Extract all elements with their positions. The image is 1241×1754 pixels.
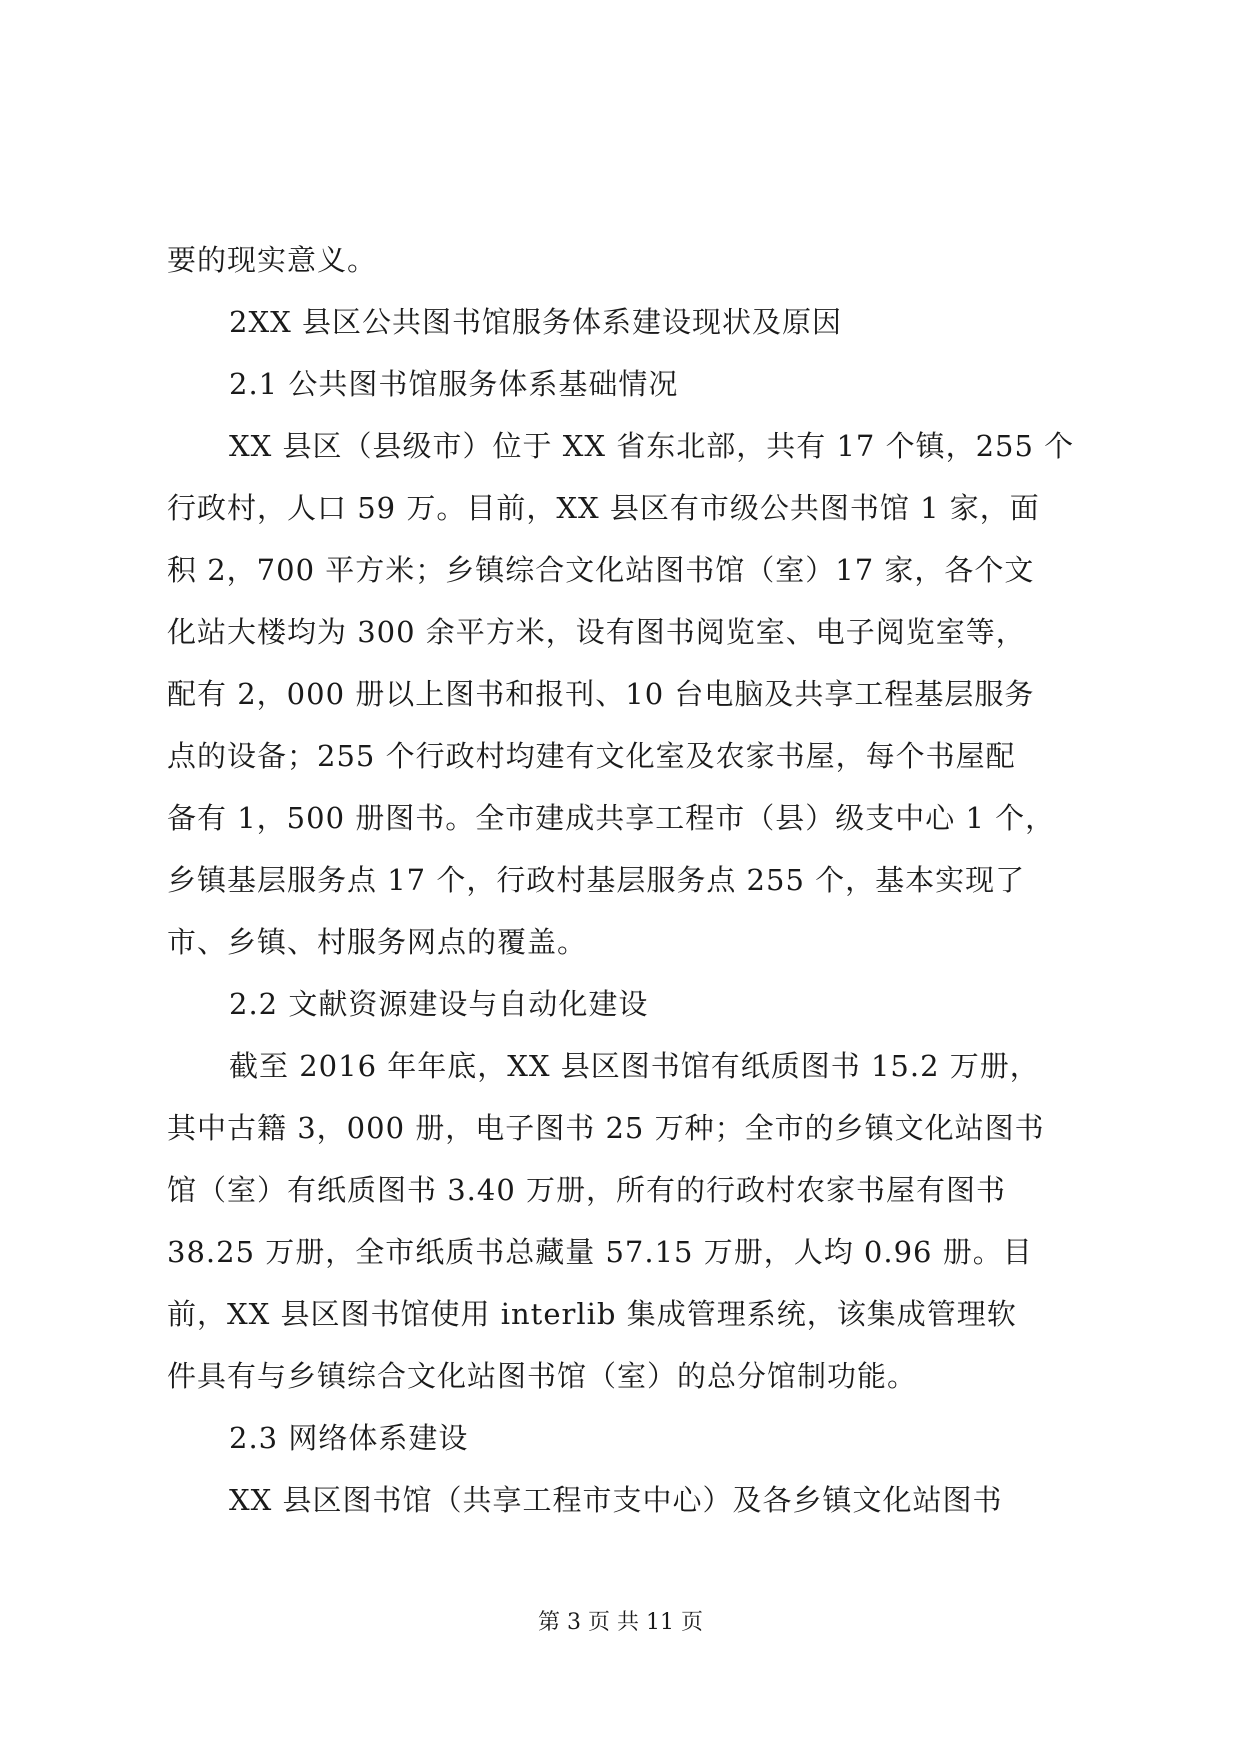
page-number-footer: 第 3 页 共 11 页 xyxy=(538,1610,703,1635)
body-text-line: 馆（室）有纸质图书 3.40 万册，所有的行政村农家书屋有图书 xyxy=(167,1173,1007,1207)
body-text-line: 其中古籍 3，000 册，电子图书 25 万种；全市的乡镇文化站图书 xyxy=(167,1111,1045,1145)
section-heading: 2XX 县区公共图书馆服务体系建设现状及原因 xyxy=(229,305,842,339)
body-text-line: 备有 1，500 册图书。全市建成共享工程市（县）级支中心 1 个， xyxy=(167,801,1056,835)
body-text-line: 市、乡镇、村服务网点的覆盖。 xyxy=(167,925,588,959)
body-text-line: 积 2，700 平方米；乡镇综合文化站图书馆（室）17 家，各个文 xyxy=(167,553,1035,587)
subsection-heading: 2.3 网络体系建设 xyxy=(229,1421,469,1455)
paragraph-first-line: 截至 2016 年年底，XX 县区图书馆有纸质图书 15.2 万册， xyxy=(229,1049,1040,1083)
paragraph-first-line: XX 县区图书馆（共享工程市支中心）及各乡镇文化站图书 xyxy=(229,1483,1003,1517)
body-text-line: 38.25 万册，全市纸质书总藏量 57.15 万册，人均 0.96 册。目 xyxy=(167,1235,1033,1269)
body-text-line: 件具有与乡镇综合文化站图书馆（室）的总分馆制功能。 xyxy=(167,1359,918,1393)
body-text-line: 点的设备；255 个行政村均建有文化室及农家书屋，每个书屋配 xyxy=(167,739,1016,773)
subsection-heading: 2.1 公共图书馆服务体系基础情况 xyxy=(229,367,679,401)
body-text-line: 配有 2，000 册以上图书和报刊、10 台电脑及共享工程基层服务 xyxy=(167,677,1035,711)
body-text-line: 要的现实意义。 xyxy=(167,243,378,277)
body-text-line: 行政村，人口 59 万。目前，XX 县区有市级公共图书馆 1 家，面 xyxy=(167,491,1040,525)
subsection-heading: 2.2 文献资源建设与自动化建设 xyxy=(229,987,649,1021)
body-text-line: 乡镇基层服务点 17 个，行政村基层服务点 255 个，基本实现了 xyxy=(167,863,1026,897)
body-text-line: 化站大楼均为 300 余平方米，设有图书阅览室、电子阅览室等， xyxy=(167,615,1026,649)
document-body xyxy=(167,229,1087,1531)
body-text-line: 前，XX 县区图书馆使用 interlib 集成管理系统，该集成管理软 xyxy=(167,1297,1017,1331)
paragraph-first-line: XX 县区（县级市）位于 XX 省东北部，共有 17 个镇，255 个 xyxy=(229,429,1075,463)
